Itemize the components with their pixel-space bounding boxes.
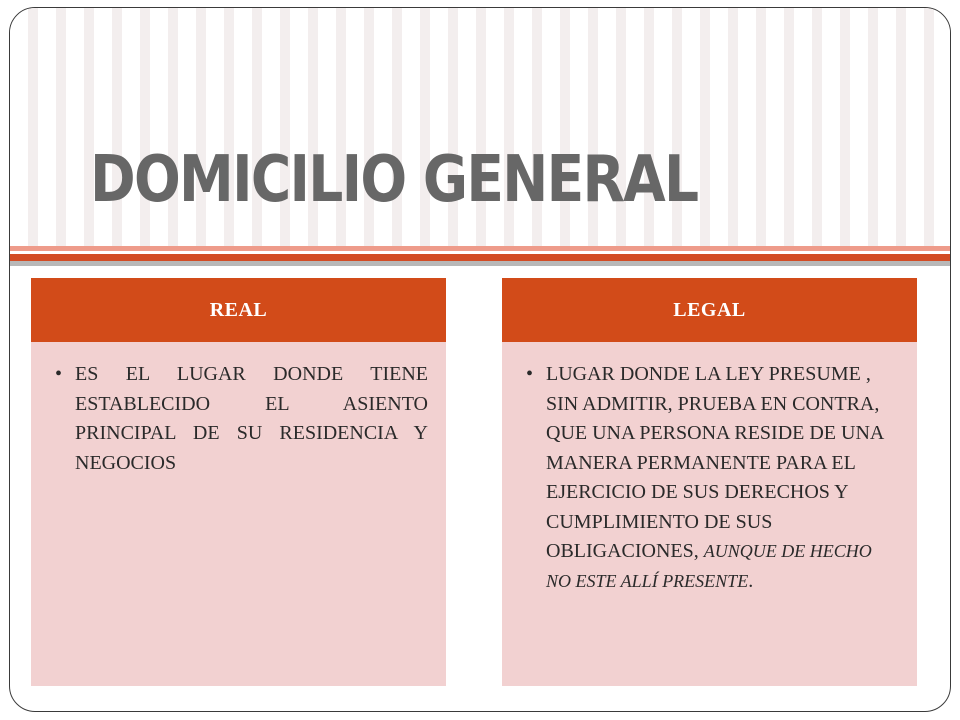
column-body-legal bbox=[502, 342, 917, 596]
column-real bbox=[31, 278, 446, 686]
bullet-icon: • bbox=[526, 363, 534, 385]
column-header-legal: LEGAL bbox=[502, 278, 917, 342]
divider-stripe-gray bbox=[10, 261, 950, 266]
legal-text-end: . bbox=[748, 569, 754, 592]
column-text-legal bbox=[546, 360, 899, 596]
legal-text-italic: AUNQUE DE HECHO NO ESTE ALLÍ PRESENTE bbox=[546, 541, 872, 591]
slide-title: DOMICILIO GENERAL bbox=[90, 143, 698, 217]
column-text-real: ES EL LUGAR DONDE TIENE ESTABLECIDO EL ASIENTO PRINCIPAL DE SU RESIDENCIA Y NEGOCIOS bbox=[75, 363, 428, 474]
bullet-icon: • bbox=[55, 363, 63, 385]
column-header-real: REAL bbox=[31, 278, 446, 342]
legal-text-main: LUGAR DONDE LA LEY PRESUME , SIN ADMITIR, PRUEBA EN CONTRA, QUE UNA PERSONA RESIDE DE UNA MANERA PERMANENTE PARA EL EJERCICIO DE SUS DERECHOS Y CUMPLIMIENTO DE SUS OBLIGACIONES, bbox=[546, 363, 884, 562]
slide-frame bbox=[9, 7, 951, 712]
column-body-real bbox=[31, 342, 446, 478]
column-legal bbox=[502, 278, 917, 686]
title-area bbox=[10, 8, 950, 246]
divider-stripe-accent bbox=[10, 254, 950, 261]
